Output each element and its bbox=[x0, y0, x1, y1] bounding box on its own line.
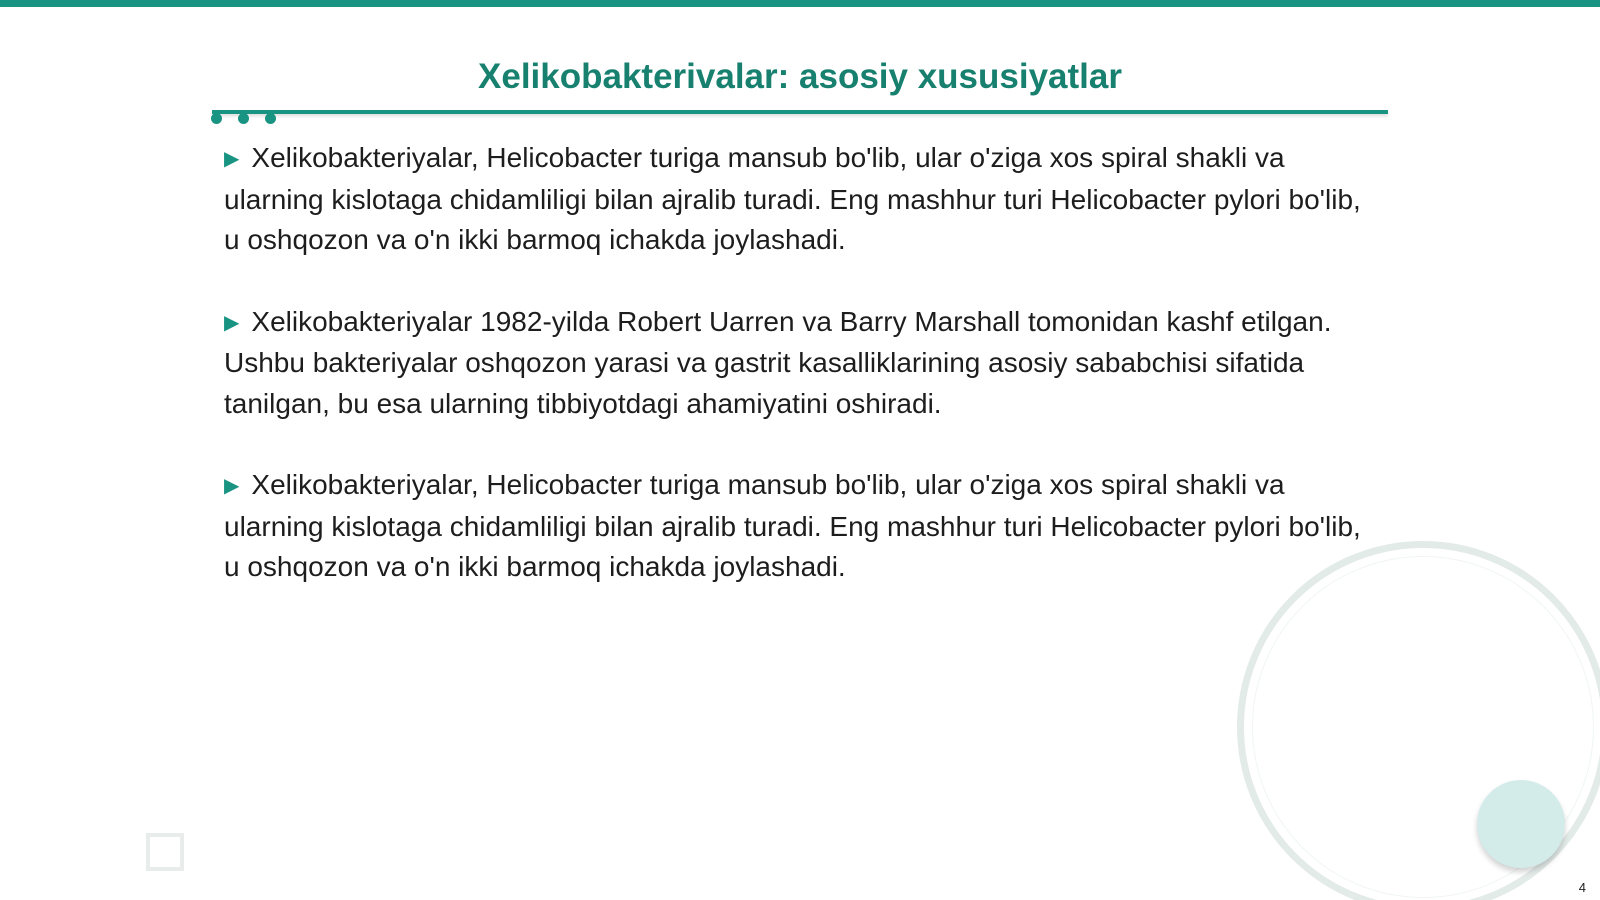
decor-dot bbox=[211, 113, 222, 124]
bullet-text: Xelikobakteriyalar 1982-yilda Robert Uarren va Barry Marshall tomonidan kashf etilgan. Ushbu bakteriyalar oshqozon yarasi va gastrit kasalliklarining asosiy sababchisi sifatida tanilgan, bu esa ularning tibbiyotdagi ahamiyatini oshiradi. bbox=[224, 305, 1332, 419]
bullet-text: Xelikobakteriyalar, Helicobacter turiga mansub bo'lib, ular o'ziga xos spiral shakli va ularning kislotaga chidamliligi bilan ajralib turadi. Eng mashhur turi Helicobacter pylori bo'lib, u oshqozon va o'n ikki barmoq ichakda joylashadi. bbox=[224, 142, 1361, 255]
decor-dot bbox=[265, 113, 276, 124]
triangle-right-icon: ▶ bbox=[224, 475, 240, 497]
decor-square bbox=[146, 833, 184, 871]
bullet-text: Xelikobakteriyalar, Helicobacter turiga mansub bo'lib, ular o'ziga xos spiral shakli va ularning kislotaga chidamliligi bilan ajralib turadi. Eng mashhur turi Helicobacter pylori bo'lib, u oshqozon va o'n ikki barmoq ichakda joylashadi. bbox=[224, 469, 1361, 582]
top-accent-bar bbox=[0, 0, 1600, 7]
bullet-item bbox=[224, 465, 1364, 588]
decor-dot bbox=[238, 113, 249, 124]
page-number: 4 bbox=[1578, 880, 1586, 895]
bullet-item bbox=[224, 302, 1364, 425]
title-underline bbox=[212, 110, 1388, 114]
triangle-right-icon: ▶ bbox=[224, 311, 240, 334]
bullet-list bbox=[224, 138, 1364, 629]
bullet-item bbox=[224, 138, 1364, 261]
triangle-right-icon: ▶ bbox=[224, 148, 240, 170]
slide-title: Xelikobakterivalar: asosiy xususiyatlar bbox=[478, 57, 1122, 96]
decor-circle bbox=[1477, 780, 1565, 868]
